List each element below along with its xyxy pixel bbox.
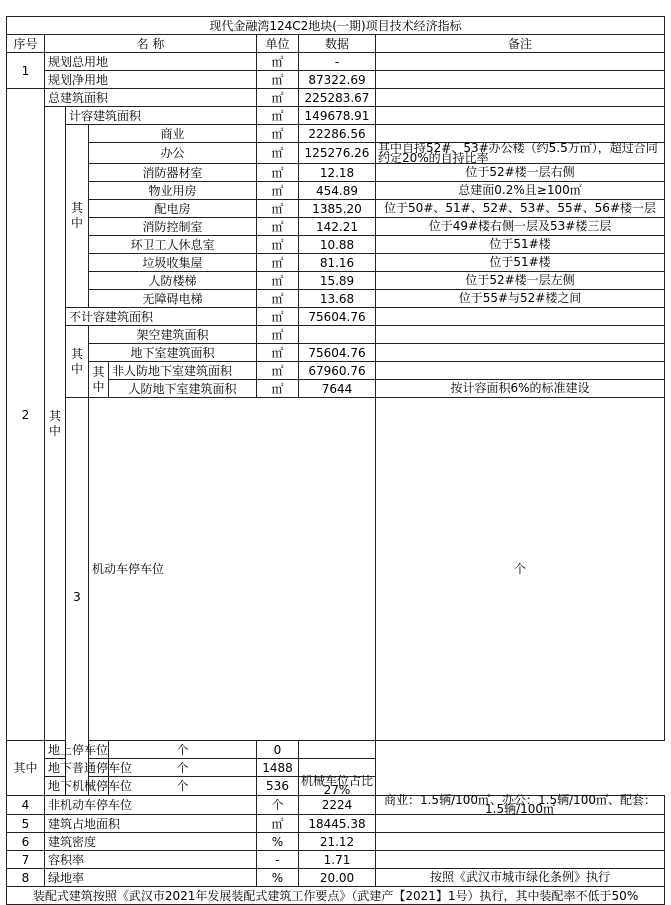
- item-note: [376, 326, 665, 344]
- item-name: 不计容建筑面积: [66, 308, 257, 326]
- item-name: 容积率: [45, 851, 257, 869]
- item-value: 87322.69: [299, 71, 376, 89]
- header-row: [7, 35, 665, 53]
- item-note: 位于50#、51#、52#、53#、55#、56#楼一层: [376, 200, 665, 218]
- item-unit: ㎡: [257, 218, 299, 236]
- item-value: -: [299, 53, 376, 71]
- item-note: [376, 53, 665, 71]
- item-unit: ㎡: [257, 380, 299, 398]
- table-row: [7, 796, 665, 815]
- indicator-sheet: [6, 16, 664, 905]
- item-value: 454.89: [299, 182, 376, 200]
- table-row: [7, 326, 665, 344]
- item-note: 按照《武汉市城市绿化条例》执行: [376, 869, 665, 887]
- item-unit: 个: [376, 398, 665, 741]
- item-unit: ㎡: [257, 107, 299, 125]
- item-note: [376, 362, 665, 380]
- item-unit: ㎡: [257, 254, 299, 272]
- item-value: 12.18: [299, 164, 376, 182]
- item-note: [376, 89, 665, 107]
- table-row: [7, 164, 665, 182]
- item-unit: 个: [109, 777, 257, 796]
- item-value: 1488: [257, 759, 299, 777]
- table-row: [7, 125, 665, 143]
- item-note: 机械车位占比27%: [299, 777, 376, 796]
- item-unit: 个: [257, 796, 299, 815]
- table-row: [7, 344, 665, 362]
- header-note: 备注: [376, 35, 665, 53]
- item-value: [299, 326, 376, 344]
- item-name: 商业: [89, 125, 257, 143]
- item-unit: ㎡: [257, 200, 299, 218]
- table-title: 现代金融湾124C2地块(一期)项目技术经济指标: [7, 17, 665, 35]
- item-unit: ㎡: [257, 308, 299, 326]
- item-note: 位于51#楼: [376, 254, 665, 272]
- title-row: [7, 17, 665, 35]
- item-note: 总建面0.2%且≥100㎡: [376, 182, 665, 200]
- footer-row: [7, 887, 665, 905]
- item-name: 规划净用地: [45, 71, 257, 89]
- item-unit: ㎡: [257, 344, 299, 362]
- table-row: [7, 272, 665, 290]
- item-note: [376, 71, 665, 89]
- item-unit: 个: [109, 741, 257, 759]
- row-number: 1: [7, 53, 45, 89]
- item-unit: ㎡: [257, 815, 299, 833]
- item-value: 18445.38: [299, 815, 376, 833]
- item-value: 1.71: [299, 851, 376, 869]
- item-name: 地上停车位: [45, 741, 109, 759]
- table-row: [7, 143, 665, 164]
- row-number: 8: [7, 869, 45, 887]
- item-name: 规划总用地: [45, 53, 257, 71]
- item-unit: ㎡: [257, 143, 299, 164]
- item-note: 位于49#楼右侧一层及53#楼三层: [376, 218, 665, 236]
- item-value: 10.88: [299, 236, 376, 254]
- item-value: 75604.76: [299, 344, 376, 362]
- item-value: 2224: [299, 796, 376, 815]
- header-unit: 单位: [257, 35, 299, 53]
- item-value: 0: [257, 741, 299, 759]
- table-row: [7, 200, 665, 218]
- group-label-qizhong: 其中: [66, 125, 89, 308]
- item-value: 67960.76: [299, 362, 376, 380]
- header-data: 数据: [299, 35, 376, 53]
- item-value: 15.89: [299, 272, 376, 290]
- item-note: [376, 851, 665, 869]
- item-unit: ㎡: [257, 236, 299, 254]
- item-name: 机动车停车位: [89, 398, 376, 741]
- item-value: 20.00: [299, 869, 376, 887]
- item-value: 75604.76: [299, 308, 376, 326]
- group-label-qizhong: 其中: [66, 326, 89, 398]
- item-name: 建筑占地面积: [45, 815, 257, 833]
- item-name: 消防器材室: [89, 164, 257, 182]
- item-value: 22286.56: [299, 125, 376, 143]
- table-row: [7, 869, 665, 887]
- item-name: 计容建筑面积: [66, 107, 257, 125]
- indicator-table: [6, 16, 665, 905]
- row-number: 7: [7, 851, 45, 869]
- item-note: 商业：1.5辆/100㎡、办公：1.5辆/100㎡、配套：1.5辆/100㎡: [376, 796, 665, 815]
- group-label-qizhong: 其中: [45, 107, 66, 741]
- item-unit: ㎡: [257, 125, 299, 143]
- item-note: [376, 815, 665, 833]
- item-value: 13.68: [299, 290, 376, 308]
- table-row: [7, 851, 665, 869]
- header-no: 序号: [7, 35, 45, 53]
- item-note: 位于55#与52#楼之间: [376, 290, 665, 308]
- table-row: [7, 107, 665, 125]
- item-name: 配电房: [89, 200, 257, 218]
- item-value: 125276.26: [299, 143, 376, 164]
- item-value: 21.12: [299, 833, 376, 851]
- group-label-qizhong: 其中: [89, 362, 109, 398]
- item-name: 建筑密度: [45, 833, 257, 851]
- table-row: [7, 833, 665, 851]
- item-name: 垃圾收集屋: [89, 254, 257, 272]
- item-unit: ㎡: [257, 71, 299, 89]
- item-name: 无障碍电梯: [89, 290, 257, 308]
- item-unit: ㎡: [257, 89, 299, 107]
- item-name: 地下室建筑面积: [89, 344, 257, 362]
- item-note: [376, 833, 665, 851]
- table-row: [7, 89, 665, 107]
- item-unit: -: [257, 851, 299, 869]
- row-number: 5: [7, 815, 45, 833]
- table-row: [7, 815, 665, 833]
- table-row: [7, 182, 665, 200]
- group-label-qizhong: 其中: [7, 741, 45, 796]
- table-row: [7, 741, 665, 759]
- table-row: [7, 236, 665, 254]
- row-number: 3: [66, 398, 89, 796]
- item-unit: 个: [109, 759, 257, 777]
- item-unit: %: [257, 869, 299, 887]
- header-name: 名 称: [45, 35, 257, 53]
- row-number: 2: [7, 89, 45, 741]
- item-name: 架空建筑面积: [89, 326, 257, 344]
- item-note: [376, 344, 665, 362]
- item-unit: ㎡: [257, 164, 299, 182]
- item-name: 消防控制室: [89, 218, 257, 236]
- table-row: [7, 71, 665, 89]
- item-note: 位于52#楼一层右侧: [376, 164, 665, 182]
- item-value: 7644: [299, 380, 376, 398]
- item-name: 办公: [89, 143, 257, 164]
- item-name: 绿地率: [45, 869, 257, 887]
- item-name: 环卫工人休息室: [89, 236, 257, 254]
- item-name: 人防地下室建筑面积: [109, 380, 257, 398]
- item-note: 位于52#楼一层左侧: [376, 272, 665, 290]
- item-name: 地下普通停车位: [45, 759, 109, 777]
- table-row: [7, 308, 665, 326]
- item-unit: ㎡: [257, 182, 299, 200]
- item-unit: ㎡: [257, 53, 299, 71]
- item-unit: ㎡: [257, 326, 299, 344]
- row-number: 6: [7, 833, 45, 851]
- item-unit: %: [257, 833, 299, 851]
- item-note: 位于51#楼: [376, 236, 665, 254]
- item-unit: ㎡: [257, 272, 299, 290]
- item-name: 非人防地下室建筑面积: [109, 362, 257, 380]
- item-name: 人防楼梯: [89, 272, 257, 290]
- item-note: [376, 308, 665, 326]
- item-value: 536: [257, 777, 299, 796]
- item-name: 总建筑面积: [45, 89, 257, 107]
- row-number: 4: [7, 796, 45, 815]
- item-unit: ㎡: [257, 362, 299, 380]
- item-name: 非机动车停车位: [45, 796, 257, 815]
- item-unit: ㎡: [257, 290, 299, 308]
- item-note: 按计容面积6%的标准建设: [376, 380, 665, 398]
- item-note: [299, 741, 376, 759]
- table-row: [7, 254, 665, 272]
- table-row: [7, 218, 665, 236]
- item-value: 149678.91: [299, 107, 376, 125]
- item-value: 142.21: [299, 218, 376, 236]
- table-row: [7, 290, 665, 308]
- footer-note: 装配式建筑按照《武汉市2021年发展装配式建筑工作要点》（武建产【2021】1号）执行，其中装配率不低于50%: [7, 887, 665, 905]
- table-row: [7, 398, 665, 741]
- item-value: 1385.20: [299, 200, 376, 218]
- item-note: [376, 125, 665, 143]
- item-note: [376, 107, 665, 125]
- item-name: 地下机械停车位: [45, 777, 109, 796]
- table-row: [7, 53, 665, 71]
- item-note: 其中自持52#、53#办公楼（约5.5万㎡），超过合同约定20%的自持比率: [376, 143, 665, 164]
- table-row: [7, 362, 665, 380]
- item-value: 81.16: [299, 254, 376, 272]
- item-name: 物业用房: [89, 182, 257, 200]
- item-value: 225283.67: [299, 89, 376, 107]
